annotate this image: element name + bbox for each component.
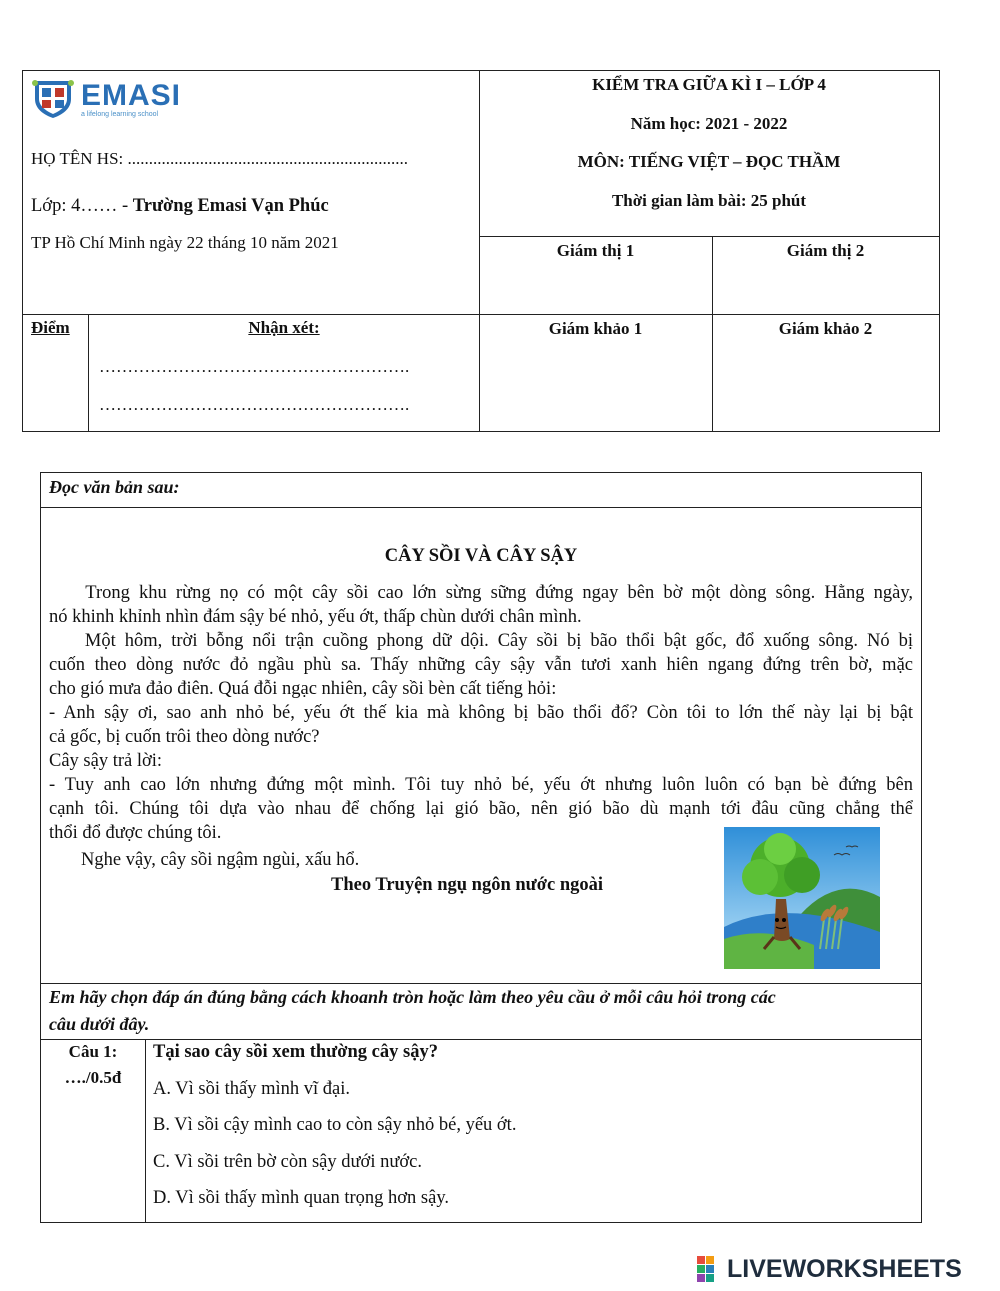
story-line: cuốn theo dòng nước đỏ ngầu phù sa. Thấy những cây sậy vẫn tươi xanh hiên ngang đứng trên bờ, mặc [49, 655, 913, 675]
story-line: thổi đổ được chúng tôi. [49, 823, 222, 843]
answer-option-c[interactable]: C. Vì sồi trên bờ còn sậy dưới nước. [153, 1152, 422, 1172]
comment-line-2[interactable]: ………………………………………………. [99, 395, 410, 414]
story-line: - Anh sậy ơi, sao anh nhỏ bé, yếu ớt thế kia mà không bị bão thổi đổ? Còn tôi to lớn thế này lại bị bật [49, 703, 913, 723]
comment-line-1[interactable]: ………………………………………………. [99, 357, 410, 376]
grader-1-label: Giám khảo 1 [548, 319, 643, 338]
subject: MÔN: TIẾNG VIỆT – ĐỌC THẦM [577, 152, 841, 171]
class-line [31, 196, 329, 217]
story-line: - Tuy anh cao lớn nhưng đứng một mình. Tôi tuy nhỏ bé, yếu ớt nhưng luôn luôn có bạn bè đứng bên [49, 775, 913, 795]
exam-header-table [22, 70, 940, 432]
story-body [49, 581, 913, 845]
story-line: Một hôm, trời bỗng nổi trận cuồng phong dữ dội. Cây sồi bị bão thổi bật gốc, đổ xuống sông. Nó bị [49, 631, 913, 651]
question-number: Câu 1: [68, 1042, 118, 1061]
grader-2-label: Giám khảo 2 [778, 319, 873, 338]
school-crest-icon [31, 77, 75, 119]
story-line: cạnh tôi. Chúng tôi dựa vào nhau để chống lại gió bão, nên gió bão dù mạnh tới đâu cũng chẳng thể [49, 799, 913, 819]
proctor-2-label: Giám thị 2 [786, 241, 865, 260]
place-date: TP Hồ Chí Minh ngày 22 tháng 10 năm 2021 [31, 233, 339, 252]
proctor-1-label: Giám thị 1 [556, 241, 635, 260]
logo-tagline: a lifelong learning school [81, 111, 159, 118]
logo-wordmark: EMASI [81, 79, 182, 112]
story-closing-line: Nghe vậy, cây sồi ngậm ngùi, xấu hổ. [81, 850, 360, 870]
liveworksheets-wordmark: LIVEWORKSHEETS [727, 1255, 962, 1283]
liveworksheets-logo-icon [697, 1256, 723, 1284]
story-title: CÂY SỒI VÀ CÂY SẬY [384, 546, 578, 566]
story-line: Trong khu rừng nọ có một cây sồi cao lớn sừng sững đứng ngay bên bờ một dòng sông. Hằng ngày, [49, 583, 913, 603]
school-logo [31, 75, 191, 121]
story-line: nó khinh khỉnh nhìn đám sậy bé nhỏ, yếu ớt, thấp chùn dưới chân mình. [49, 607, 582, 627]
oak-tree-and-reeds-illustration [724, 827, 880, 969]
reading-section-table [40, 472, 922, 1223]
comment-label: Nhận xét: [248, 318, 320, 337]
answer-option-a[interactable]: A. Vì sồi thấy mình vĩ đại. [153, 1079, 350, 1099]
question-text: Tại sao cây sồi xem thường cây sậy? [153, 1042, 438, 1062]
student-name-field[interactable]: HỌ TÊN HS: .................................................................. [31, 149, 408, 168]
duration: Thời gian làm bài: 25 phút [611, 191, 807, 210]
liveworksheets-brand [697, 1255, 993, 1285]
answer-option-d[interactable]: D. Vì sồi thấy mình quan trọng hơn sậy. [153, 1188, 449, 1208]
class-field[interactable]: Lớp: 4…… - [31, 196, 129, 216]
story-line: cho gió mưa đảo điên. Quá đỗi ngạc nhiên, cây sồi bèn cất tiếng hỏi: [49, 679, 557, 699]
story-source: Theo Truyện ngụ ngôn nước ngoài [331, 875, 604, 895]
question-points[interactable]: …./0.5đ [64, 1068, 122, 1087]
story-line: Cây sậy trả lời: [49, 751, 163, 771]
score-label: Điểm [31, 318, 70, 337]
quiz-instruction-line-2: câu dưới đây. [49, 1014, 150, 1034]
school-year: Năm học: 2021 - 2022 [630, 114, 788, 133]
quiz-instruction-line-1: Em hãy chọn đáp án đúng bằng cách khoanh tròn hoặc làm theo yêu cầu ở mỗi câu hỏi trong các [49, 987, 776, 1007]
story-line: cả gốc, bị cuốn trôi theo dòng nước? [49, 727, 320, 747]
exam-title: KIỂM TRA GIỮA KÌ I – LỚP 4 [592, 75, 826, 94]
answer-option-b[interactable]: B. Vì sồi cậy mình cao to còn sậy nhỏ bé, yếu ớt. [153, 1115, 517, 1135]
reading-instruction: Đọc văn bản sau: [49, 477, 180, 497]
school-name: Trường Emasi Vạn Phúc [132, 196, 329, 216]
